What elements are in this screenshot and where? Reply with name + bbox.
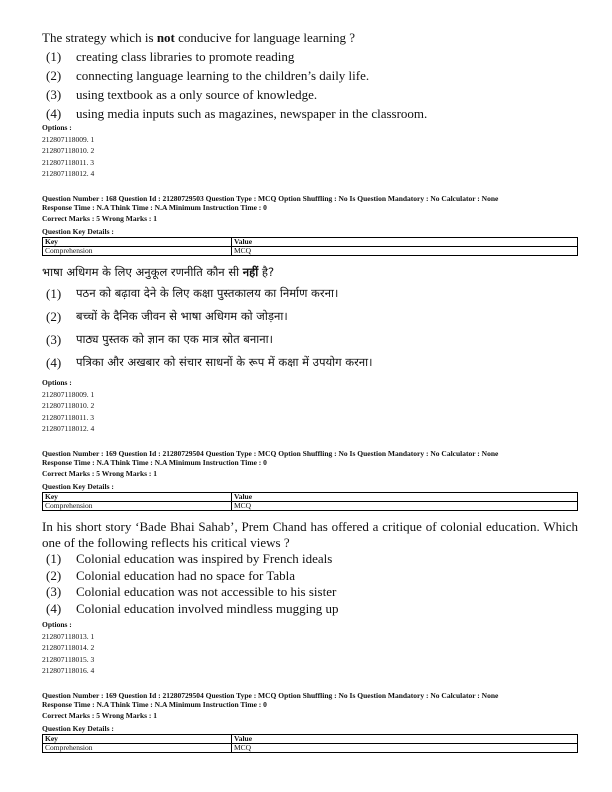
table-header: Key xyxy=(43,493,232,502)
table-cell: Comprehension xyxy=(43,247,232,256)
option-id: 212807118010. 2 xyxy=(42,146,95,155)
option-3: (3) पाठ्य पुस्तक को ज्ञान का एक मात्र स्रोत बनाना। xyxy=(46,332,273,347)
option-id: 212807118011. 3 xyxy=(42,412,94,422)
options-list-167 xyxy=(42,122,578,180)
options-label: Options : xyxy=(42,620,72,629)
option-1: (1) Colonial education was inspired by French ideals xyxy=(46,551,333,566)
key-details-label: Question Key Details : xyxy=(42,226,114,236)
option-id: 212807118012. 4 xyxy=(42,169,95,178)
option-3: (3) Colonial education was not accessible to his sister xyxy=(46,584,337,599)
meta-line: Response Time : N.A Think Time : N.A Minimum Instruction Time : 0 xyxy=(42,699,267,709)
option-4: (4) Colonial education involved mindless mugging up xyxy=(46,600,339,616)
meta-line: Response Time : N.A Think Time : N.A Minimum Instruction Time : 0 xyxy=(42,457,267,467)
option-4: (4) using media inputs such as magazines, newspaper in the classroom. xyxy=(46,106,428,121)
option-id: 212807118010. 2 xyxy=(42,401,95,410)
table-cell: MCQ xyxy=(232,744,578,753)
options-list-168 xyxy=(42,377,578,435)
key-table xyxy=(42,492,578,511)
table-cell: MCQ xyxy=(232,247,578,256)
question-text: भाषा अधिगम के लिए अनुकूल रणनीति कौन सी नहीं है? xyxy=(42,265,275,279)
option-3: (3) using textbook as a only source of knowledge. xyxy=(46,87,318,102)
table-cell: MCQ xyxy=(232,502,578,511)
option-2: (2) बच्चों के दैनिक जीवन से भाषा अधिगम को जोड़ना। xyxy=(46,309,288,324)
option-2: (2) Colonial education had no space for Tabla xyxy=(46,567,296,583)
question-text: The strategy which is not conducive for language learning ? xyxy=(42,30,355,45)
options-label: Options : xyxy=(42,378,72,387)
key-details-label: Question Key Details : xyxy=(42,723,114,733)
key-details-label: Question Key Details : xyxy=(42,481,114,491)
options-list-169 xyxy=(42,619,578,677)
question-167 xyxy=(42,30,578,125)
question-169 xyxy=(42,519,578,617)
marks: Correct Marks : 5 Wrong Marks : 1 xyxy=(42,469,158,478)
option-1: (1) creating class libraries to promote reading xyxy=(46,49,295,64)
table-cell: Comprehension xyxy=(43,744,232,753)
question-168-meta xyxy=(42,195,578,256)
table-header: Value xyxy=(232,238,578,247)
meta-line: Question Number : 169 Question Id : 21280729504 Question Type : MCQ Option Shuffling : No Is Question Mandatory : No Calculator : None xyxy=(42,691,499,700)
question-169b-meta xyxy=(42,692,578,753)
question-text: In his short story ‘Bade Bhai Sahab’, Prem Chand has offered a critique of colonial education. Which one of the following reflects his critical views ? xyxy=(42,519,578,550)
option-id: 212807118012. 4 xyxy=(42,424,95,433)
table-cell: Comprehension xyxy=(43,502,232,511)
meta-line: Question Number : 168 Question Id : 21280729503 Question Type : MCQ Option Shuffling : No Is Question Mandatory : No Calculator : None xyxy=(42,194,499,203)
option-id: 212807118009. 1 xyxy=(42,389,95,399)
key-table xyxy=(42,734,578,753)
option-2: (2) connecting language learning to the children’s daily life. xyxy=(46,68,370,83)
question-169-meta xyxy=(42,450,578,511)
table-header: Key xyxy=(43,238,232,247)
option-id: 212807118016. 4 xyxy=(42,666,95,675)
marks: Correct Marks : 5 Wrong Marks : 1 xyxy=(42,214,158,223)
table-header: Key xyxy=(43,735,232,744)
question-168 xyxy=(42,265,578,378)
meta-line: Question Number : 169 Question Id : 21280729504 Question Type : MCQ Option Shuffling : No Is Question Mandatory : No Calculator : None xyxy=(42,449,499,458)
option-id: 212807118011. 3 xyxy=(42,157,94,167)
key-table xyxy=(42,237,578,256)
option-id: 212807118014. 2 xyxy=(42,643,95,652)
option-id: 212807118015. 3 xyxy=(42,654,95,664)
option-id: 212807118009. 1 xyxy=(42,134,95,144)
marks: Correct Marks : 5 Wrong Marks : 1 xyxy=(42,711,158,720)
option-id: 212807118013. 1 xyxy=(42,631,95,641)
options-label: Options : xyxy=(42,123,72,132)
table-header: Value xyxy=(232,493,578,502)
meta-line: Response Time : N.A Think Time : N.A Minimum Instruction Time : 0 xyxy=(42,202,267,212)
option-1: (1) पठन को बढ़ावा देने के लिए कक्षा पुस्तकालय का निर्माण करना। xyxy=(46,286,339,301)
table-header: Value xyxy=(232,735,578,744)
option-4: (4) पत्रिका और अखबार को संचार साधनों के रूप में कक्षा में उपयोग करना। xyxy=(46,355,373,370)
